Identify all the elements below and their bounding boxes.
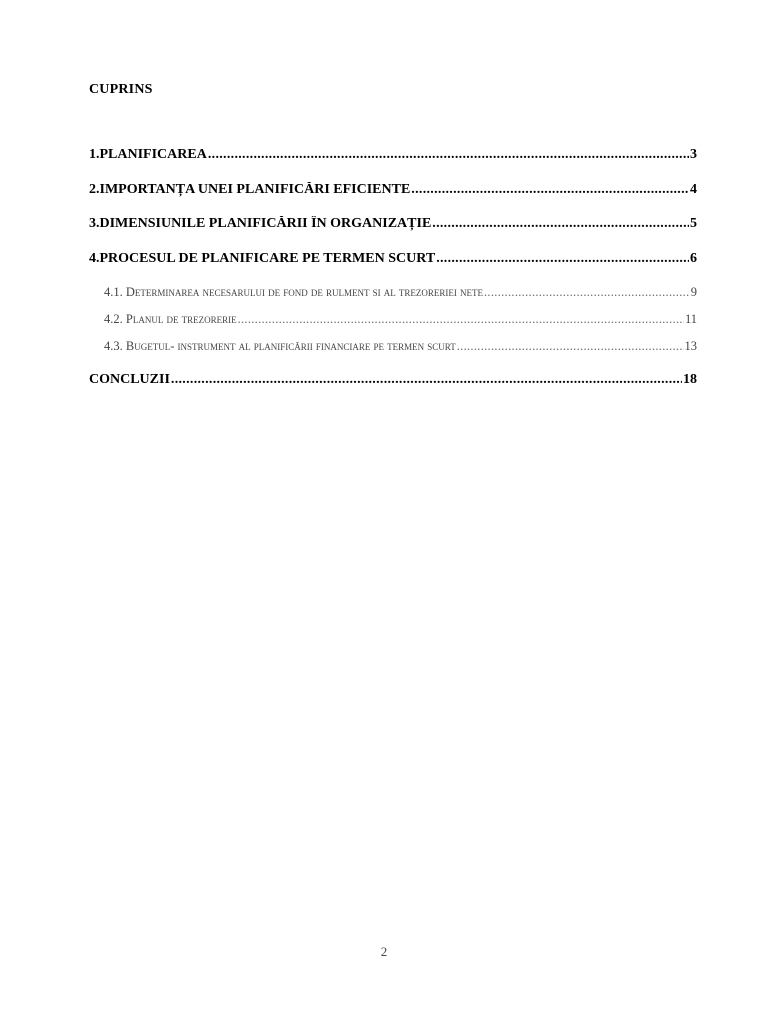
toc-entry-page: 13 [684, 339, 697, 353]
toc-entry-page: 4 [690, 182, 697, 197]
toc-entry-title: 4.3. Bugetul- instrument al planificării financiare pe termen scurt [104, 339, 456, 353]
page-number: 2 [380, 944, 388, 959]
toc-entry-procesul[interactable] [89, 251, 697, 267]
toc-entry-importanta[interactable] [89, 182, 697, 198]
toc-entry-page: 5 [690, 216, 697, 231]
toc-entry-title: 2.IMPORTANȚA UNEI PLANIFICĂRI EFICIENTE [89, 182, 411, 197]
toc-subentry-bugetul[interactable] [104, 339, 697, 354]
dot-leader [436, 251, 689, 267]
toc-entry-page: 18 [683, 372, 697, 387]
dot-leader [171, 372, 682, 388]
dot-leader [238, 312, 684, 327]
toc-entry-planificarea[interactable] [89, 147, 697, 163]
toc-entry-page: 6 [690, 251, 697, 266]
toc-subentry-planul-trezorerie[interactable] [104, 312, 697, 327]
toc-entry-title: CONCLUZII [89, 372, 170, 387]
dot-leader [208, 147, 689, 163]
toc-entry-title: 3.DIMENSIUNILE PLANIFICĂRII ÎN ORGANIZAȚIE [89, 216, 432, 231]
dot-leader [411, 182, 689, 198]
toc-heading: CUPRINS [89, 82, 153, 97]
dot-leader [432, 216, 689, 232]
toc-entry-page: 11 [684, 312, 697, 326]
toc-entry-page: 3 [690, 147, 697, 162]
toc-entry-title: 4.PROCESUL DE PLANIFICARE PE TERMEN SCURT [89, 251, 436, 266]
toc-entry-dimensiunile[interactable] [89, 216, 697, 232]
toc-entry-title: 4.1. Determinarea necesarului de fond de rulment si al trezoreriei nete [104, 285, 483, 299]
toc-entry-page: 9 [690, 285, 697, 299]
toc-entry-title: 1.PLANIFICAREA [89, 147, 207, 162]
dot-leader [457, 339, 684, 354]
toc-entry-title: 4.2. Planul de trezorerie [104, 312, 237, 326]
toc-subentry-fond-rulment[interactable] [104, 285, 697, 300]
toc-entry-concluzii[interactable] [89, 372, 697, 388]
dot-leader [484, 285, 690, 300]
